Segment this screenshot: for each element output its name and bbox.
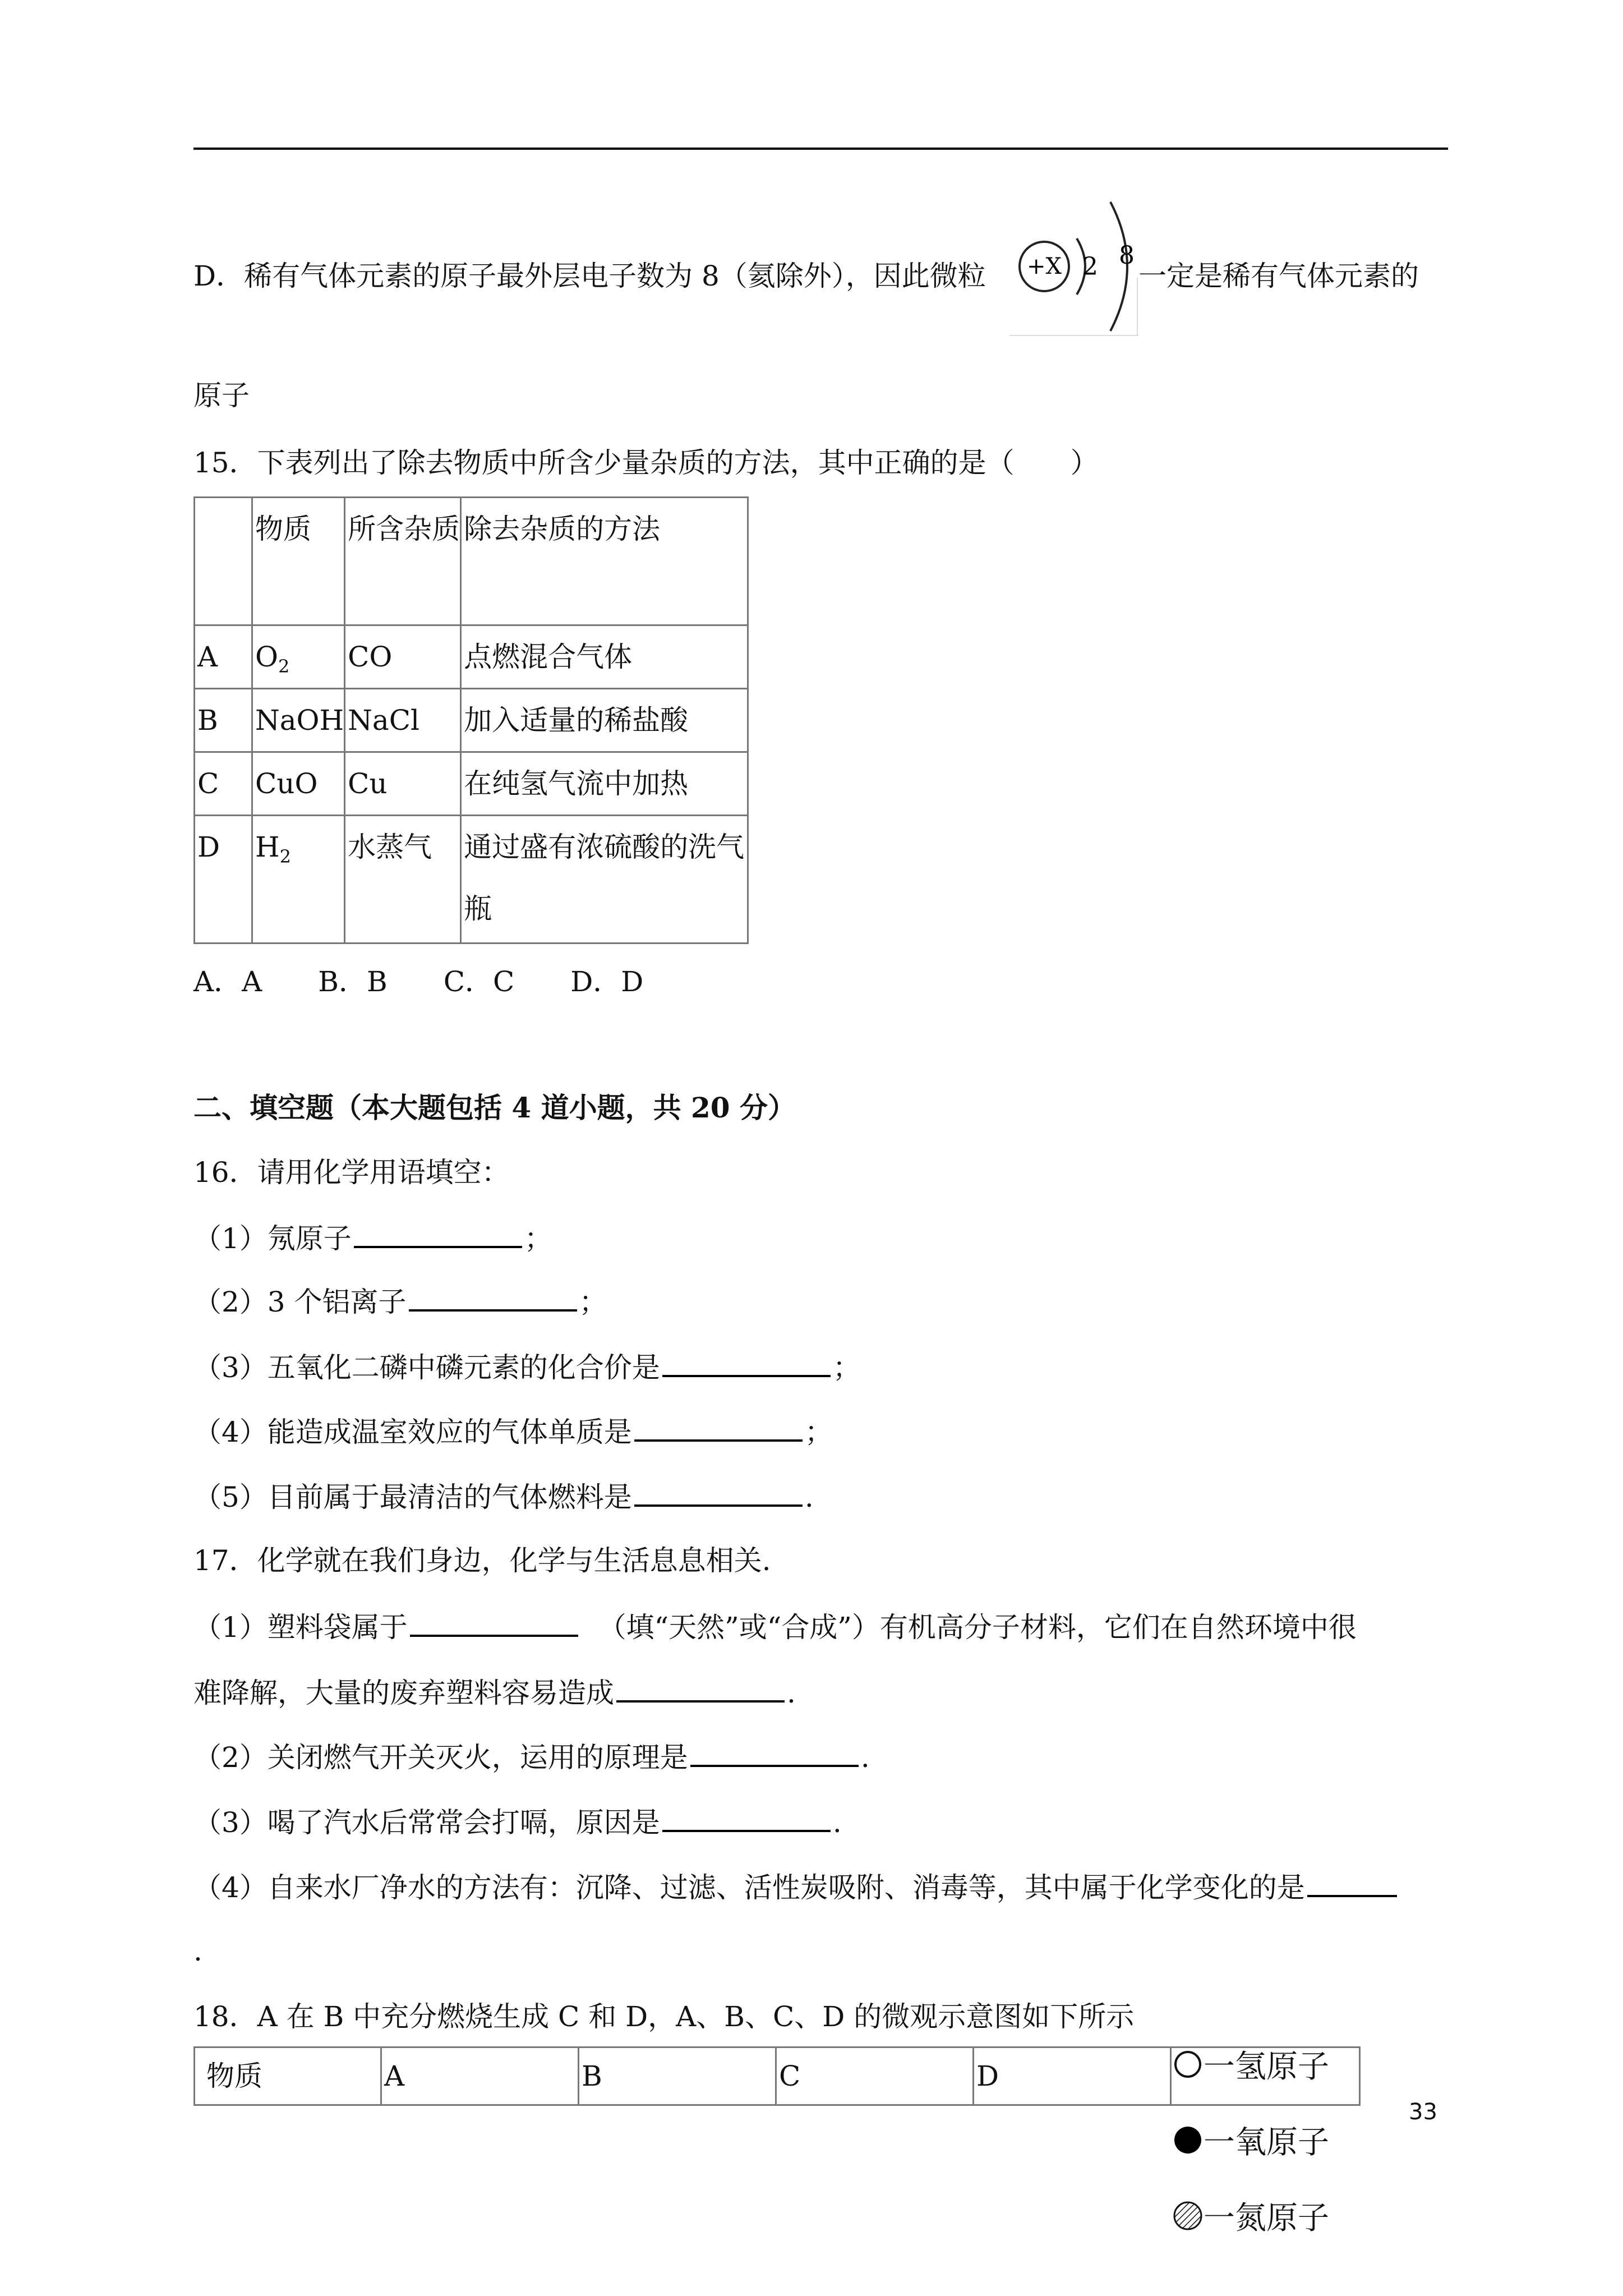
q15-stem: 15．下表列出了除去物质中所含少量杂质的方法，其中正确的是（ ） [193,447,1099,479]
answer-blank[interactable] [662,1804,831,1832]
q16-item-1: （1）氖原子 ； [193,1220,552,1255]
q16-item-3: （3）五氧化二磷中磷元素的化合价是 ； [193,1349,861,1384]
table-cell: B [579,2047,776,2105]
legend-item-nitrogen: 一氮原子 [1172,2193,1329,2238]
table-cell: 物质 [252,498,345,625]
q17-item-1: （1）塑料袋属于 （填“天然”或“合成”）有机高分子材料，它们在自然环境中很 [193,1609,1357,1644]
impurity-cell: NaCl [345,689,461,752]
answer-blank[interactable] [616,1674,785,1703]
answer-blank[interactable] [690,1739,859,1767]
substance-cell: $O_2$ [252,625,345,689]
table-header-row [195,498,748,625]
shell2-electrons: 8 [1119,241,1135,270]
filled-circle-icon [1172,2124,1204,2156]
q14-option-d-line1: D．稀有气体元素的原子最外层电子数为 8（氦除外），因此微粒 [193,260,986,292]
atom-structure-diagram [1009,194,1138,337]
answer-blank[interactable] [634,1479,803,1507]
q17-stem: 17．化学就在我们身边，化学与生活息息相关. [193,1544,771,1577]
table-cell: 除去杂质的方法 [461,498,748,625]
substance-cell: $H_2$ [252,816,345,944]
impurity-cell: 水蒸气 [345,816,461,944]
impurity-cell: CO [345,625,461,689]
nucleus-charge: +X [1027,254,1062,279]
q16-stem: 16．请用化学用语填空： [193,1156,510,1189]
q16-item-5: （5）目前属于最清洁的气体燃料是 . [193,1479,814,1514]
answer-blank[interactable] [409,1283,577,1312]
q17-item-1-line2: 难降解，大量的废弃塑料容易造成 . [193,1674,796,1710]
page-number: 33 [1409,2099,1437,2125]
row-label: B [195,689,252,752]
method-cell: 加入适量的稀盐酸 [461,689,748,752]
q15-table [193,496,749,944]
section-title: 二、填空题（本大题包括 4 道小题，共 20 分） [193,1091,796,1124]
table-row [195,752,748,816]
hatched-circle-icon [1172,2200,1204,2231]
q17-item-4: （4）自来水厂净水的方法有：沉降、过滤、活性炭吸附、消毒等，其中属于化学变化的是 [193,1869,1399,1904]
q17-item-4-line2: . [193,1935,202,1967]
impurity-cell: Cu [345,752,461,816]
substance-cell: CuO [252,752,345,816]
table-cell: C [776,2047,974,2105]
table-cell: A [381,2047,579,2105]
row-label: D [195,816,252,944]
table-cell [195,498,252,625]
header-rule [193,148,1448,150]
answer-blank[interactable] [1307,1869,1397,1897]
q14-option-d-line1-tail: 一定是稀有气体元素的 [1138,260,1419,292]
answer-blank[interactable] [662,1349,831,1377]
table-cell: 所含杂质 [345,498,461,625]
q14-option-d-line2: 原子 [193,379,250,412]
table-row [195,625,748,689]
method-cell: 在纯氢气流中加热 [461,752,748,816]
row-label: A [195,625,252,689]
answer-blank[interactable] [410,1609,578,1637]
shell1-electrons: 2 [1082,252,1098,281]
table-row [195,816,748,944]
table-row [195,689,748,752]
q17-item-2: （2）关闭燃气开关灭火，运用的原理是 . [193,1739,870,1774]
method-cell: 点燃混合气体 [461,625,748,689]
row-label: C [195,752,252,816]
q16-item-2: （2）3 个铝离子 ； [193,1283,607,1319]
hollow-circle-icon [1172,2049,1204,2080]
table-cell: 物质 [195,2047,381,2105]
method-cell: 通过盛有浓硫酸的洗气瓶 [461,816,748,944]
answer-blank[interactable] [634,1414,803,1442]
legend-item-hydrogen: 一氢原子 [1172,2042,1329,2087]
legend-item-oxygen: 一氧原子 [1172,2118,1329,2162]
q15-choices: A．A B．B C．C D．D [193,965,644,998]
q18-stem: 18．A 在 B 中充分燃烧生成 C 和 D，A、B、C、D 的微观示意图如下所示 [193,2000,1135,2033]
answer-blank[interactable] [354,1220,522,1248]
table-cell: D [974,2047,1171,2105]
q17-item-3: （3）喝了汽水后常常会打嗝，原因是 . [193,1804,842,1839]
substance-cell: NaOH [252,689,345,752]
atom-legend [1172,2042,1340,2261]
q16-item-4: （4）能造成温室效应的气体单质是 ； [193,1414,833,1449]
